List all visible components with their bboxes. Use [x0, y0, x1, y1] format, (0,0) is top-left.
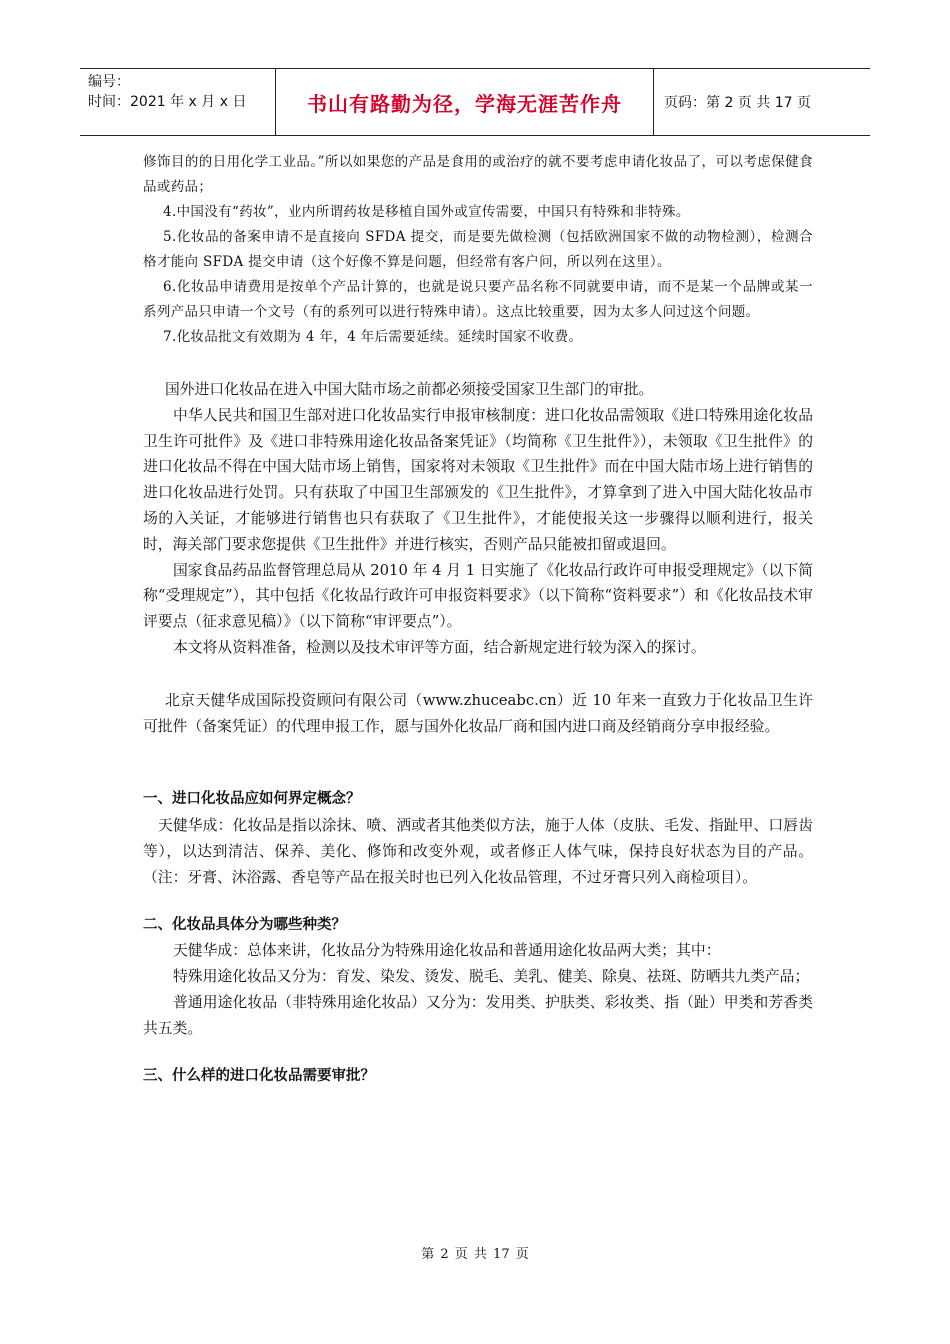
document-time-label: 时间：2021 年 x 月 x 日 — [88, 94, 247, 110]
heading-question-2: 二、化妆品具体分为哪些种类？ — [143, 916, 346, 933]
spacer — [143, 1042, 813, 1064]
paragraph-scope: 本文将从资料准备，检测以及技术审评等方面，结合新规定进行较为深入的探讨。 — [173, 638, 706, 656]
paragraph-regulations: 国家食品药品监督管理总局从 2010 年 4 月 1 日实施了《化妆品行政许可申报受理规定》（以下简称“受理规定”），其中包括《化妆品行政许可申报资料要求》（以下简称“资料要求”）和《化妆品技术审评要点（征求意见稿）》（以下简称“审评要点”）。 — [143, 561, 813, 631]
header-meta — [80, 69, 276, 135]
answer-2-special-use: 特殊用途化妆品又分为：育发、染发、烫发、脱毛、美乳、健美、除臭、祛斑、防晒共九类产品； — [173, 968, 810, 986]
spacer — [143, 350, 813, 377]
paragraph-company: 北京天健华成国际投资顾问有限公司（www.zhuceabc.cn）近 10 年来一直致力于化妆品卫生许可批件（备案凭证）的代理申报工作，愿与国外化妆品厂商和国内进口商及经销商分享申报经验。 — [143, 691, 813, 735]
paragraph-review-system: 中华人民共和国卫生部对进口化妆品实行申报审核制度：进口化妆品需领取《进口特殊用途化妆品卫生许可批件》及《进口非特殊用途化妆品备案凭证》（均简称《卫生批件》），未领取《卫生批件》的进口化妆品不得在中国大陆市场上销售，国家将对未领取《卫生批件》而在中国大陆市场上进行销售的进口化妆品进行处罚。只有获取了中国卫生部颁发的《卫生批件》，才算拿到了进入中国大陆化妆品市场的入关证，才能够进行销售也只有获取了《卫生批件》，才能使报关这一步骤得以顺利进行，报关时，海关部门要求您提供《卫生批件》并进行核实，否则产品只能被扣留或退回。 — [143, 406, 813, 553]
document-number-label: 编号： — [88, 74, 130, 90]
heading-question-3: 三、什么样的进口化妆品需要审批？ — [143, 1067, 375, 1084]
paragraph-definition-continued: 修饰目的的日用化学工业品。”所以如果您的产品是食用的或治疗的就不要考虑申请化妆品了，可以考虑保健食品或药品； — [143, 154, 813, 195]
paragraph-note-6: 6.化妆品申请费用是按单个产品计算的，也就是说只要产品名称不同就要申请，而不是某一个品牌或某一系列产品只申请一个文号（有的系列可以进行特殊申请）。这点比较重要，因为太多人问过这个问题。 — [143, 279, 813, 320]
paragraph-note-5: 5.化妆品的备案申请不是直接向 SFDA 提交，而是要先做检测（包括欧洲国家不做的动物检测），检测合格才能向 SFDA 提交申请（这个好像不算是问题，但经常有客户问，所以列在这里）。 — [143, 229, 813, 270]
header-page-number: 页码：第 2 页 共 17 页 — [664, 95, 811, 111]
answer-2-general-use: 普通用途化妆品（非特殊用途化妆品）又分为：发用类、护肤类、彩妆类、指（趾）甲类和芳香类共五类。 — [143, 993, 813, 1037]
paragraph-note-7: 7.化妆品批文有效期为 4 年，4 年后需要延续。延续时国家不收费。 — [163, 329, 583, 345]
spacer — [143, 891, 813, 913]
paragraph-note-4: 4.中国没有“药妆”，业内所谓药妆是移植自国外或宣传需要，中国只有特殊和非特殊。 — [163, 204, 690, 220]
page-footer: 第 2 页 共 17 页 — [421, 1247, 529, 1262]
answer-2-summary: 天健华成：总体来讲，化妆品分为特殊用途化妆品和普通用途化妆品两大类；其中： — [173, 942, 721, 960]
page-header — [80, 68, 870, 136]
spacer — [143, 661, 813, 688]
document-body — [143, 150, 813, 1089]
answer-1: 天健华成：化妆品是指以涂抹、喷、洒或者其他类似方法，施于人体（皮肤、毛发、指趾甲、口唇齿等），以达到清洁、保养、美化、修饰和改变外观，或者修正人体气味，保持良好状态为目的产品。（注：牙膏、沐浴露、香皂等产品在报关时也已列入化妆品管理，不过牙膏只列入商检项目）。 — [143, 817, 813, 886]
heading-question-1: 一、进口化妆品应如何界定概念？ — [143, 791, 361, 808]
header-motto: 书山有路勤为径，学海无涯苦作舟 — [276, 69, 654, 135]
spacer — [143, 739, 813, 787]
paragraph-intro: 国外进口化妆品在进入中国大陆市场之前都必须接受国家卫生部门的审批。 — [165, 381, 654, 398]
